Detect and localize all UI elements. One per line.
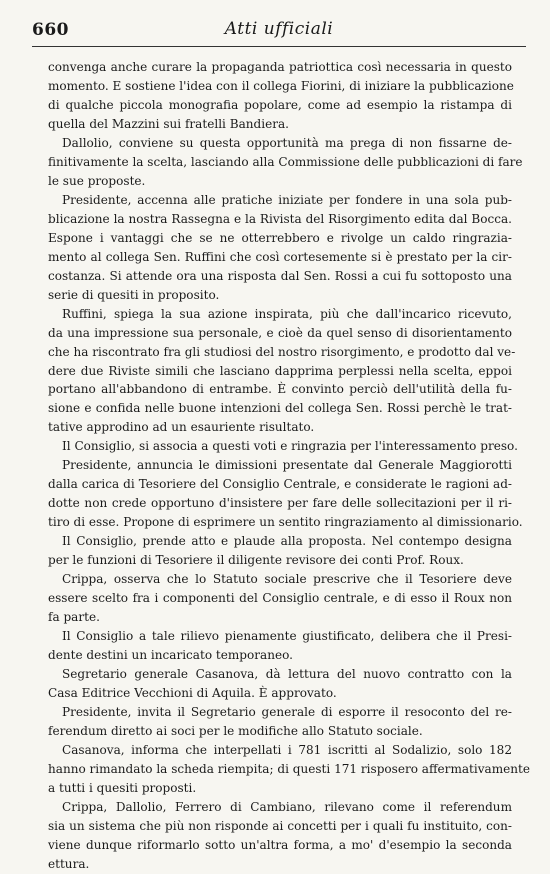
text-line: costanza. Si attende ora una risposta dal Sen. Rossi a cui fu sottoposto una	[48, 268, 512, 283]
text-line: Casanova, informa che interpellati i 781 iscritti al Sodalizio, solo 182	[62, 742, 512, 757]
text-line: Casa Editrice Vecchioni di Aquila. È approvato.	[48, 685, 337, 700]
text-line: Presidente, accenna alle pratiche iniziate per fondere in una sola pub-	[62, 192, 512, 207]
text-line: che ha riscontrato fra gli studiosi del nostro risorgimento, e prodotto dal ve-	[48, 344, 516, 359]
text-line: Il Consiglio, prende atto e plaude alla proposta. Nel contempo designa	[62, 534, 512, 549]
text-line: a tutti i quesiti proposti.	[48, 780, 197, 795]
header-rule	[32, 46, 526, 47]
text-line: Il Consiglio a tale rilievo pienamente giustificato, delibera che il Presi-	[62, 629, 512, 644]
text-line: tative approdino ad un esauriente risultato.	[48, 420, 315, 435]
text-line: Il Consiglio, si associa a questi voti e ringrazia per l'interessamento preso.	[62, 439, 518, 454]
text-line: Ruffini, spiega la sua azione inspirata, più che dall'incarico ricevuto,	[62, 306, 512, 321]
text-line: momento. E sostiene l'idea con il collega Fiorini, di iniziare la pubblicazione	[48, 78, 514, 93]
text-line: mento al collega Sen. Ruffini che così cortesemente si è prestato per la cir-	[48, 249, 512, 264]
text-line: sione e confida nelle buone intenzioni del collega Sen. Rossi perchè le trat-	[48, 401, 512, 416]
text-line: quella del Mazzini sui fratelli Bandiera.	[48, 116, 289, 131]
text-line: dotte non crede opportuno d'insistere per fare delle sollecitazioni per il ri-	[48, 496, 512, 511]
text-line: Dallolio, conviene su questa opportunità ma prega di non fissarne de-	[62, 135, 512, 150]
paragraph	[48, 741, 531, 798]
text-line: convenga anche curare la propaganda patriottica così necessaria in questo	[48, 60, 512, 74]
page-number: 660	[32, 20, 69, 40]
text-line: blicazione la nostra Rassegna e la Rivista del Risorgimento edita dal Bocca.	[48, 211, 512, 226]
paragraph	[48, 570, 512, 627]
paragraph	[48, 58, 512, 134]
text-line: portano all'abbandono di entrambe. È convinto perciò dell'utilità della fu-	[48, 382, 512, 397]
paragraph	[48, 191, 512, 305]
text-line: per le funzioni di Tesoriere il diligente revisore dei conti Prof. Roux.	[48, 553, 464, 568]
paragraph	[48, 305, 516, 438]
paragraph	[48, 532, 512, 570]
text-line: dente destini un incaricato temporaneo.	[48, 648, 293, 663]
text-line: ferendum diretto ai soci per le modifiche allo Statuto sociale.	[48, 723, 423, 738]
text-line: Crippa, Dallolio, Ferrero di Cambiano, rilevano come il referendum	[62, 799, 512, 814]
text-line: Segretario generale Casanova, dà lettura del nuovo contratto con la	[62, 667, 512, 681]
text-line: viene dunque riformarlo sotto un'altra forma, a mo' d'esempio la seconda	[48, 837, 512, 852]
paragraph	[48, 703, 512, 741]
text-line: di qualche piccola monografia popolare, come ad esempio la ristampa di	[48, 97, 512, 112]
paragraph	[48, 134, 523, 191]
text-line: finitivamente la scelta, lasciando alla Commissione delle pubblicazioni di fare	[48, 154, 523, 169]
page-header	[32, 16, 526, 46]
text-line: da una impressione sua personale, e cioè da quel senso di disorientamento	[48, 325, 512, 340]
text-line: fa parte.	[48, 610, 100, 625]
text-line: Presidente, invita il Segretario generale di esporre il resoconto del re-	[62, 704, 512, 719]
body-text	[48, 58, 531, 874]
text-line: Crippa, osserva che lo Statuto sociale prescrive che il Tesoriere deve	[62, 572, 512, 587]
text-line: dalla carica di Tesoriere del Consiglio Centrale, e considerate le ragioni ad-	[48, 477, 512, 492]
text-line: Espone i vantaggi che se ne otterrebbero e rivolge un caldo ringrazia-	[48, 230, 512, 245]
paragraph	[48, 665, 512, 703]
text-line: tiro di esse. Propone di esprimere un sentito ringraziamento al dimissionario.	[48, 515, 523, 530]
text-line: hanno rimandato la scheda riempita; di questi 171 risposero affermativamente	[48, 761, 531, 776]
running-title: Atti ufficiali	[224, 19, 334, 39]
text-line: le sue proposte.	[48, 173, 146, 188]
paragraph	[48, 456, 523, 532]
text-line: ettura.	[48, 856, 90, 871]
text-line: sia un sistema che più non risponde ai concetti per i quali fu instituito, con-	[48, 818, 512, 833]
text-line: serie di quesiti in proposito.	[48, 287, 220, 302]
text-line: essere scelto fra i componenti del Consiglio centrale, e di esso il Roux non	[48, 591, 512, 606]
paragraph	[48, 627, 512, 665]
paragraph	[48, 798, 512, 874]
text-line: dere due Riviste simili che lasciano dapprima perplessi nella scelta, eppoi	[48, 363, 512, 378]
paragraph	[48, 437, 518, 456]
text-line: Presidente, annuncia le dimissioni presentate dal Generale Maggiorotti	[62, 458, 512, 473]
